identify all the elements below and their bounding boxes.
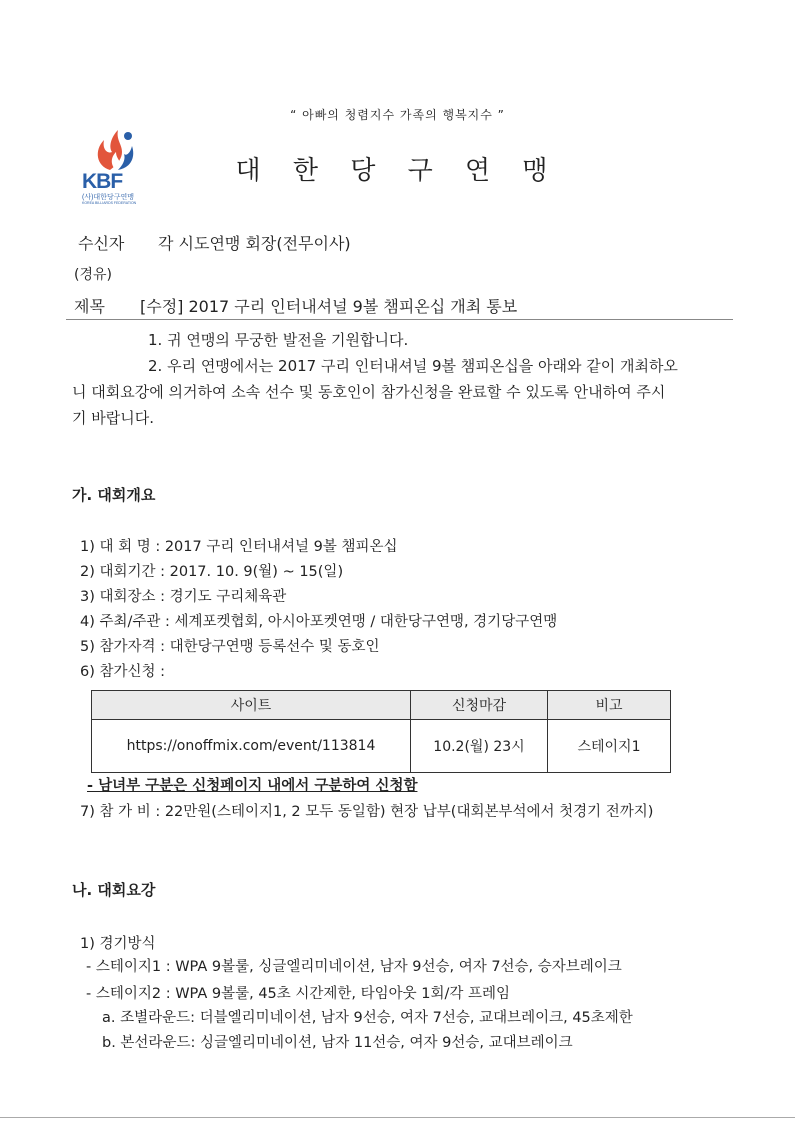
- overview-item: 2) 대회기간 : 2017. 10. 9(월) ~ 15(일): [80, 564, 344, 580]
- section-a-title: 가. 대회개요: [72, 486, 156, 504]
- deadline: 10.2(월) 23시: [411, 720, 548, 773]
- section-b-title: 나. 대회요강: [72, 881, 156, 899]
- overview-item: 5) 참가자격 : 대한당구연맹 등록선수 및 동호인: [80, 639, 380, 655]
- rules-item: - 스테이지1 : WPA 9볼룰, 싱글엘리미네이션, 남자 9선승, 여자 7선승, 승자브레이크: [86, 959, 622, 975]
- overview-item: 4) 주최/주관 : 세계포켓협회, 아시아포켓연맹 / 대한당구연맹, 경기당구연맹: [80, 614, 558, 630]
- rules-item: b. 본선라운드: 싱글엘리미네이션, 남자 11선승, 여자 9선승, 교대브레이크: [102, 1035, 573, 1051]
- subject-divider: [66, 319, 733, 320]
- header-site: 사이트: [92, 691, 411, 720]
- remarks: 스테이지1: [548, 720, 671, 773]
- site-url[interactable]: https://onoffmix.com/event/113814: [92, 720, 411, 773]
- gender-note: - 남녀부 구분은 신청페이지 내에서 구분하여 신청함: [87, 778, 418, 794]
- subject-row: [74, 294, 517, 317]
- table-header-row: [92, 691, 671, 720]
- paragraph-2-line-1: 2. 우리 연맹에서는 2017 구리 인터내셔널 9볼 챔피온십을 아래와 같이 개최하오: [148, 357, 678, 375]
- page-bottom-line: [0, 1117, 795, 1118]
- via-label: (경유): [74, 267, 112, 283]
- overview-item: 3) 대회장소 : 경기도 구리체육관: [80, 589, 287, 605]
- paragraph-1: 1. 귀 연맹의 무궁한 발전을 기원합니다.: [148, 331, 409, 349]
- recipient-row: [78, 231, 351, 254]
- overview-item: 1) 대 회 명 : 2017 구리 인터내셔널 9볼 챔피온십: [80, 539, 398, 555]
- header-deadline: 신청마감: [411, 691, 548, 720]
- paragraph-2-line-3: 기 바랍니다.: [72, 409, 154, 427]
- subject-label: 제목: [74, 297, 105, 316]
- header-remarks: 비고: [548, 691, 671, 720]
- overview-item: 6) 참가신청 :: [80, 664, 166, 680]
- registration-table: [91, 690, 671, 773]
- table-row: [92, 720, 671, 773]
- rules-item: a. 조별라운드: 더블엘리미네이션, 남자 9선승, 여자 7선승, 교대브레이크, 45초제한: [102, 1010, 633, 1026]
- rules-item: - 스테이지2 : WPA 9볼룰, 45초 시간제한, 타임아웃 1회/각 프레임: [86, 986, 511, 1002]
- logo-tiny-text: KOREA BILLIARDS FEDERATION: [82, 201, 137, 205]
- logo-subtitle: (사)대한당구연맹: [82, 194, 134, 201]
- organization-name: 대 한 당 구 연 맹: [235, 156, 560, 186]
- slogan: “ 아빠의 청렴지수 가족의 행복지수 ”: [290, 108, 505, 122]
- rules-item: 1) 경기방식: [80, 936, 156, 952]
- subject-value: [수정] 2017 구리 인터내셔널 9볼 챔피온십 개최 통보: [140, 297, 518, 316]
- paragraph-2-line-2: 니 대회요강에 의거하여 소속 선수 및 동호인이 참가신청을 완료할 수 있도록 안내하여 주시: [72, 383, 666, 401]
- logo-letters: KBF: [82, 170, 123, 193]
- entry-fee: 7) 참 가 비 : 22만원(스테이지1, 2 모두 동일함) 현장 납부(대회본부석에서 첫경기 전까지): [80, 804, 654, 820]
- recipient-label: 수신자: [78, 234, 125, 253]
- recipient-value: 각 시도연맹 회장(전무이사): [158, 234, 351, 253]
